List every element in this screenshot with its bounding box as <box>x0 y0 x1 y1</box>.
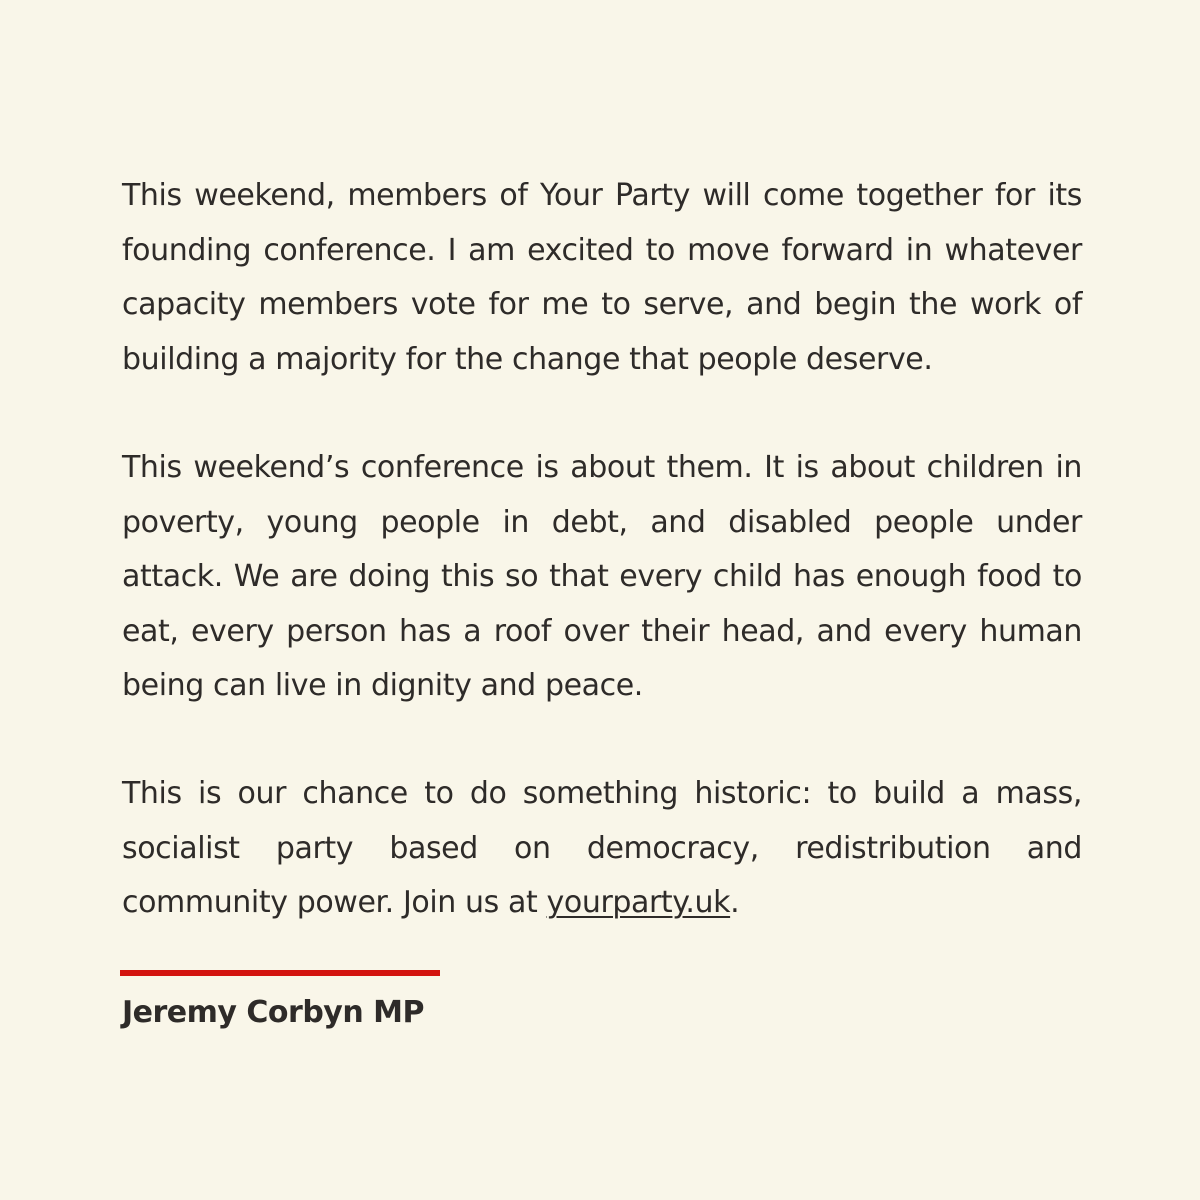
call-to-action-text: This is our chance to do something historic: to build a mass, socialist party based on democracy, redistribution and community power. Join us at <box>122 776 1082 921</box>
signature-name: Jeremy Corbyn MP <box>122 995 425 1030</box>
yourparty-link[interactable]: yourparty.uk <box>546 885 731 921</box>
red-divider-rule <box>120 970 440 976</box>
paragraph-call-to-action <box>122 767 1082 931</box>
paragraph-conference-purpose: This weekend’s conference is about them. It is about children in poverty, young people in debt, and disabled people under attack. We are doing this so that every child has enough food to eat, every person has a roof over their head, and every human being can live in dignity and peace. <box>122 450 1082 704</box>
paragraph-founding-conference: This weekend, members of Your Party will come together for its founding conference. I am excited to move forward in whatever capacity members vote for me to serve, and begin the work of building a majority for the change that people deserve. <box>122 178 1082 377</box>
call-to-action-period: . <box>730 885 740 921</box>
